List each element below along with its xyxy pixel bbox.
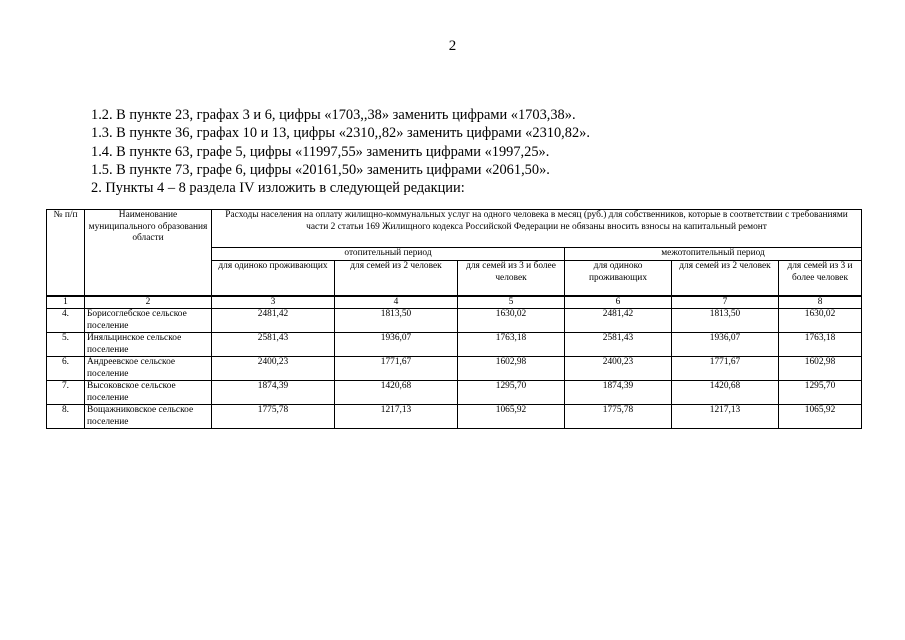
row-value: 2481,42 (565, 309, 672, 333)
expenses-table (46, 209, 862, 429)
header-heating-period: отопительный период (212, 248, 565, 261)
column-number: 6 (565, 296, 672, 309)
paragraph: 2. Пункты 4 – 8 раздела IV изложить в следующей редакции: (91, 180, 465, 197)
row-value: 1295,70 (458, 381, 565, 405)
column-number: 2 (85, 296, 212, 309)
row-value: 1065,92 (458, 405, 565, 429)
page-number: 2 (448, 38, 457, 54)
row-name: Иняльцинское сельское поселение (85, 333, 212, 357)
row-value: 1936,07 (335, 333, 458, 357)
row-value: 1065,92 (779, 405, 862, 429)
row-value: 1874,39 (212, 381, 335, 405)
row-num: 5. (47, 333, 85, 357)
header-sub: для семей из 3 и более человек (779, 261, 862, 297)
row-value: 1874,39 (565, 381, 672, 405)
table-row (47, 357, 862, 381)
row-name: Борисоглебское сельское поселение (85, 309, 212, 333)
row-value: 1217,13 (672, 405, 779, 429)
table-row (47, 405, 862, 429)
amendment-paragraphs (91, 106, 590, 197)
paragraph: 1.2. В пункте 23, графах 3 и 6, цифры «1703,,38» заменить цифрами «1703,38». (91, 107, 576, 123)
header-sub: для одиноко проживающих (565, 261, 672, 297)
column-number: 5 (458, 296, 565, 309)
header-sub: для одиноко проживающих (212, 261, 335, 297)
row-value: 1217,13 (335, 405, 458, 429)
column-number: 1 (47, 296, 85, 309)
row-value: 1420,68 (335, 381, 458, 405)
row-value: 1936,07 (672, 333, 779, 357)
header-interheating-period: межотопительный период (565, 248, 862, 261)
column-number: 4 (335, 296, 458, 309)
header-expenses: Расходы населения на оплату жилищно-коммунальных услуг на одного человека в месяц (руб.) для собственников, которые в соответствии с требованиями части 2 статьи 169 Жилищного кодекса Российской Федерации не обязаны вносить взносы на капитальный ремонт (212, 210, 862, 248)
column-numbers-row (47, 296, 862, 309)
row-value: 2581,43 (565, 333, 672, 357)
row-name: Андреевское сельское поселение (85, 357, 212, 381)
row-value: 1813,50 (335, 309, 458, 333)
header-sub: для семей из 3 и более человек (458, 261, 565, 297)
row-value: 1420,68 (672, 381, 779, 405)
row-num: 4. (47, 309, 85, 333)
table-row (47, 309, 862, 333)
column-number: 7 (672, 296, 779, 309)
row-value: 1763,18 (458, 333, 565, 357)
row-value: 1630,02 (458, 309, 565, 333)
row-value: 1813,50 (672, 309, 779, 333)
row-value: 1602,98 (779, 357, 862, 381)
table-header-row (47, 210, 862, 248)
row-value: 1775,78 (212, 405, 335, 429)
row-value: 1771,67 (335, 357, 458, 381)
table-row (47, 333, 862, 357)
paragraph: 1.3. В пункте 36, графах 10 и 13, цифры «2310,,82» заменить цифрами «2310,82». (91, 125, 590, 142)
row-name: Высоковское сельское поселение (85, 381, 212, 405)
table-row (47, 381, 862, 405)
row-value: 1771,67 (672, 357, 779, 381)
row-value: 1602,98 (458, 357, 565, 381)
row-num: 8. (47, 405, 85, 429)
paragraph: 1.4. В пункте 63, графе 5, цифры «11997,55» заменить цифрами «1997,25». (91, 143, 550, 160)
column-number: 8 (779, 296, 862, 309)
row-num: 7. (47, 381, 85, 405)
row-value: 2481,42 (212, 309, 335, 333)
header-name: Наименование муниципального образования области (85, 210, 212, 297)
header-sub: для семей из 2 человек (335, 261, 458, 297)
row-value: 1295,70 (779, 381, 862, 405)
row-value: 1775,78 (565, 405, 672, 429)
row-value: 2581,43 (212, 333, 335, 357)
row-name: Вощажниковское сельское поселение (85, 405, 212, 429)
paragraph: 1.5. В пункте 73, графе 6, цифры «20161,50» заменить цифрами «2061,50». (91, 161, 550, 178)
header-sub: для семей из 2 человек (672, 261, 779, 297)
row-num: 6. (47, 357, 85, 381)
row-value: 2400,23 (212, 357, 335, 381)
row-value: 2400,23 (565, 357, 672, 381)
row-value: 1630,02 (779, 309, 862, 333)
header-num: № п/п (47, 210, 85, 297)
row-value: 1763,18 (779, 333, 862, 357)
column-number: 3 (212, 296, 335, 309)
